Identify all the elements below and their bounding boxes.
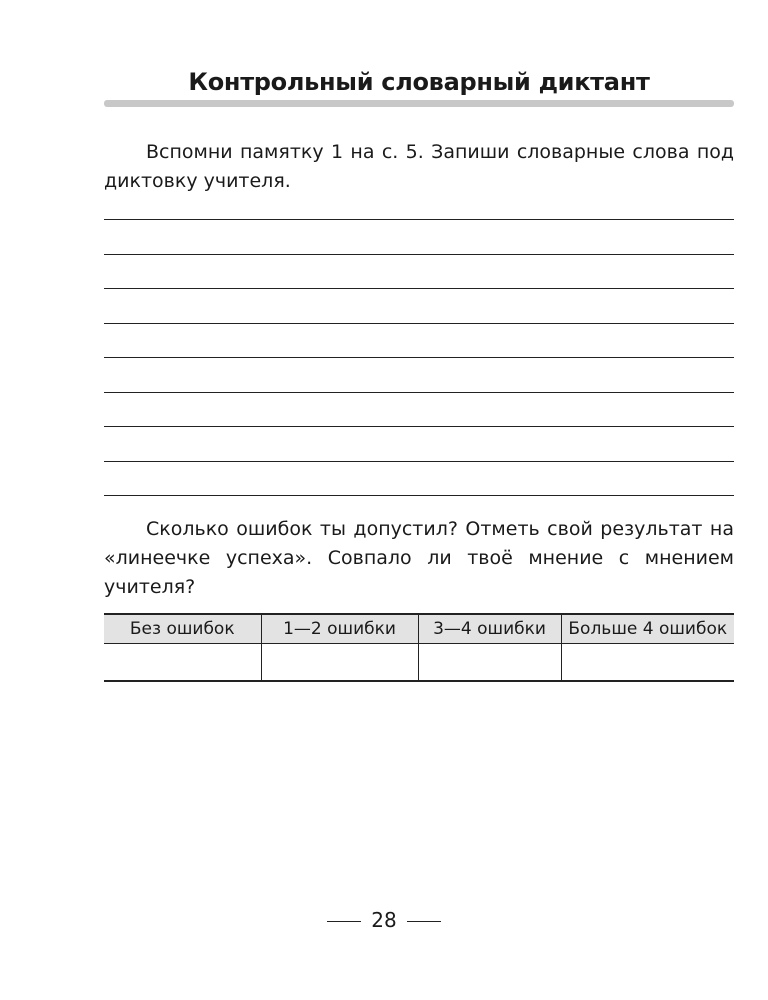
writing-line[interactable]	[104, 357, 734, 358]
writing-line[interactable]	[104, 219, 734, 220]
writing-line[interactable]	[104, 254, 734, 255]
page-title: Контрольный словарный диктант	[188, 68, 650, 96]
instruction-dictation: Вспомни памятку 1 на с. 5. Запиши словарные слова под диктовку учителя.	[104, 141, 734, 192]
success-ruler-table	[104, 613, 734, 682]
table-header-row	[104, 614, 734, 644]
table-row	[104, 644, 734, 682]
writing-line[interactable]	[104, 288, 734, 289]
header-no-errors: Без ошибок	[104, 614, 261, 644]
cell-1-2-errors[interactable]	[261, 644, 418, 682]
cell-no-errors[interactable]	[104, 644, 261, 682]
page-footer	[0, 908, 768, 932]
cell-more-than-4-errors[interactable]	[561, 644, 734, 682]
writing-line[interactable]	[104, 461, 734, 462]
writing-line[interactable]	[104, 495, 734, 496]
writing-line[interactable]	[104, 392, 734, 393]
header-more-than-4-errors: Больше 4 ошибок	[561, 614, 734, 644]
writing-line[interactable]	[104, 323, 734, 324]
footer-dash-right	[407, 921, 441, 922]
writing-line[interactable]	[104, 426, 734, 427]
title-underline	[104, 100, 734, 107]
header-3-4-errors: 3—4 ошибки	[418, 614, 561, 644]
footer-dash-left	[327, 921, 361, 922]
instruction-self-assessment: Сколько ошибок ты допустил? Отметь свой результат на «линеечке успеха». Совпало ли твоё мнение с мнением учителя?	[104, 518, 734, 598]
header-1-2-errors: 1—2 ошибки	[261, 614, 418, 644]
page-number: 28	[371, 908, 397, 932]
cell-3-4-errors[interactable]	[418, 644, 561, 682]
